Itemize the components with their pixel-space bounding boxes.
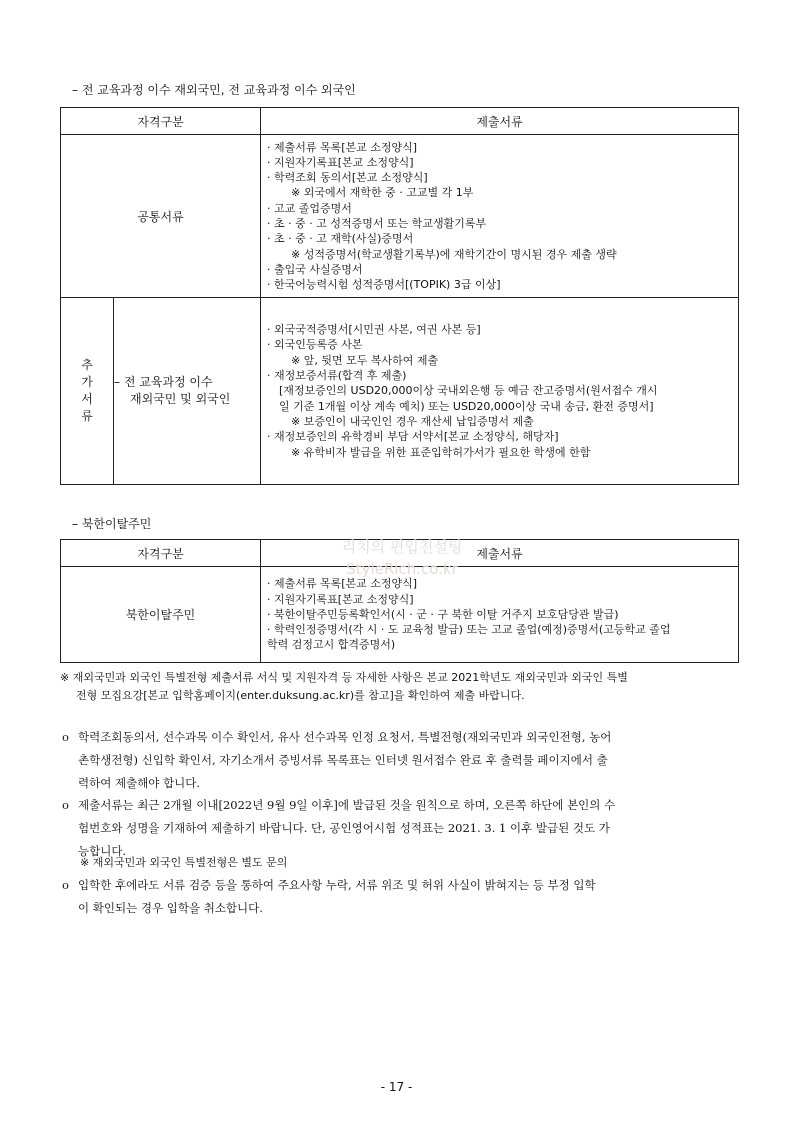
inquiry-note: ※ 재외국민과 외국인 특별전형은 별도 문의 [80, 856, 288, 869]
header-qualification: 자격구분 [61, 540, 261, 567]
list-item: · 지원자기록표[본교 소정양식] [267, 155, 414, 169]
list-item: [재정보증인의 USD20,000이상 국내외은행 등 예금 잔고증명서(원서접수 개시 [279, 384, 658, 398]
bullet-line: 입학한 후에라도 서류 검증 등을 통하여 주요사항 누락, 서류 위조 및 허위 사실이 밝혀지는 등 부정 입학 [78, 878, 596, 892]
bullet-line: 촌학생전형) 신입학 확인서, 자기소개서 증빙서류 목록표는 인터넷 원서접수 완료 후 출력물 페이지에서 출 [78, 753, 608, 767]
list-item: · 지원자기록표[본교 소정양식] [267, 592, 414, 606]
north-korean-documents-table [60, 539, 739, 663]
additional-docs-label [61, 298, 114, 485]
list-item: · 고교 졸업증명서 [267, 201, 352, 215]
section-title-north-korean: – 북한이탈주민 [72, 517, 152, 531]
north-korean-docs-list [261, 567, 739, 663]
sublabel-line: 재외국민 및 외국인 [130, 392, 231, 406]
list-item: · 학력조회 동의서[본교 소정양식] [267, 171, 428, 185]
list-item: · 초 · 중 · 고 재학(사실)증명서 [267, 232, 414, 246]
list-item: · 초 · 중 · 고 성적증명서 또는 학교생활기록부 [267, 217, 487, 230]
bullet-cancellation [62, 874, 742, 920]
section-title-overseas: – 전 교육과정 이수 재외국민, 전 교육과정 이수 외국인 [72, 83, 356, 97]
list-item: · 북한이탈주민등록확인서(시 · 군 · 구 북한 이탈 거주지 보호담당관 발급) [267, 607, 619, 621]
bullet-line: 제출서류는 최근 2개월 이내[2022년 9월 9일 이후]에 발급된 것을 원칙으로 하며, 오른쪽 하단에 본인의 수 [78, 798, 616, 812]
north-korean-label: 북한이탈주민 [61, 567, 261, 663]
watermark-line: StyleRich.co.kr [346, 560, 458, 578]
bullet-line: 이 확인되는 경우 입학을 취소합니다. [78, 901, 263, 915]
common-docs-label: 공통서류 [61, 135, 261, 298]
common-docs-list [261, 135, 739, 298]
header-documents: 제출서류 [261, 540, 739, 567]
list-item: 학력 검정고시 합격증명서) [267, 638, 396, 652]
list-item: · 제출서류 목록[본교 소정양식] [267, 577, 418, 591]
special-admission-note [60, 669, 750, 705]
list-item: · 출입국 사실증명서 [267, 262, 363, 276]
list-item: 일 기준 1개월 이상 계속 예치) 또는 USD20,000이상 국내 송금, 환전 증명서] [279, 399, 654, 413]
bullet-line: 험번호와 성명을 기재하여 제출하기 바랍니다. 단, 공인영어시험 성적표는 2021. 3. 1 이후 발급된 것도 가 [78, 821, 610, 835]
list-item: ※ 외국에서 재학한 중 · 고교별 각 1부 [291, 186, 474, 200]
list-item: · 한국어능력시험 성적증명서[(TOPIK) 3급 이상] [267, 278, 501, 292]
table-row-additional [61, 298, 739, 485]
page-number: - 17 - [380, 1080, 413, 1094]
bullet-issue-date [62, 794, 742, 863]
additional-label-char: 서 [81, 392, 93, 406]
list-item: ※ 성적증명서(학교생활기록부)에 재학기간이 명시된 경우 제출 생략 [291, 247, 617, 261]
table-header-row [61, 108, 739, 135]
sublabel-line: – 전 교육과정 이수 [114, 375, 213, 389]
list-item: · 재정보증서류(합격 후 제출) [267, 369, 407, 383]
additional-label-char: 류 [81, 409, 93, 423]
overseas-documents-table [60, 107, 739, 485]
list-item: · 학력인정증명서(각 시 · 도 교육청 발급) 또는 고교 졸업(예정)증명서(고등학교 졸업 [267, 623, 671, 637]
note-line: 전형 모집요강[본교 입학홈페이지(enter.duksung.ac.kr)를 참고]을 확인하여 제출 바랍니다. [76, 689, 525, 702]
bullet-mark: o [62, 730, 69, 744]
list-item: · 외국인등록증 사본 [267, 338, 363, 352]
list-item: ※ 유학비자 발급을 위한 표준입학허가서가 필요한 학생에 한함 [291, 445, 591, 459]
header-qualification: 자격구분 [61, 108, 261, 135]
bullet-mark: o [62, 878, 69, 892]
header-documents: 제출서류 [261, 108, 739, 135]
bullet-line: 학력조회동의서, 선수과목 이수 확인서, 유사 선수과목 인정 요청서, 특별전형(재외국민과 외국인전형, 농어 [78, 730, 612, 744]
note-line: ※ 재외국민과 외국인 특별전형 제출서류 서식 및 지원자격 등 자세한 사항은 본교 2021학년도 재외국민과 외국인 특별 [60, 671, 628, 684]
bullet-print-documents [62, 726, 742, 795]
list-item: · 외국국적증명서[시민권 사본, 여권 사본 등] [267, 323, 481, 337]
additional-label-char: 추 [81, 358, 93, 372]
bullet-mark: o [62, 798, 69, 812]
table-header-row [61, 540, 739, 567]
additional-docs-list [261, 298, 739, 485]
bullet-line: 능합니다. [78, 844, 127, 858]
list-item: ※ 보증인이 내국인인 경우 재산세 납입증명서 제출 [291, 414, 534, 428]
additional-label-char: 가 [81, 375, 93, 389]
list-item: · 재정보증인의 유학경비 부담 서약서[본교 소정양식, 해당자] [267, 430, 559, 444]
additional-docs-sublabel [114, 298, 261, 485]
watermark-line: 리치의 편입천설팅 [341, 538, 463, 556]
table-row-common [61, 135, 739, 298]
list-item: · 제출서류 목록[본교 소정양식] [267, 140, 418, 154]
list-item: ※ 앞, 뒷면 모두 복사하여 제출 [291, 353, 439, 367]
bullet-line: 력하여 제출해야 합니다. [78, 776, 201, 790]
table-row-north-korean [61, 567, 739, 663]
